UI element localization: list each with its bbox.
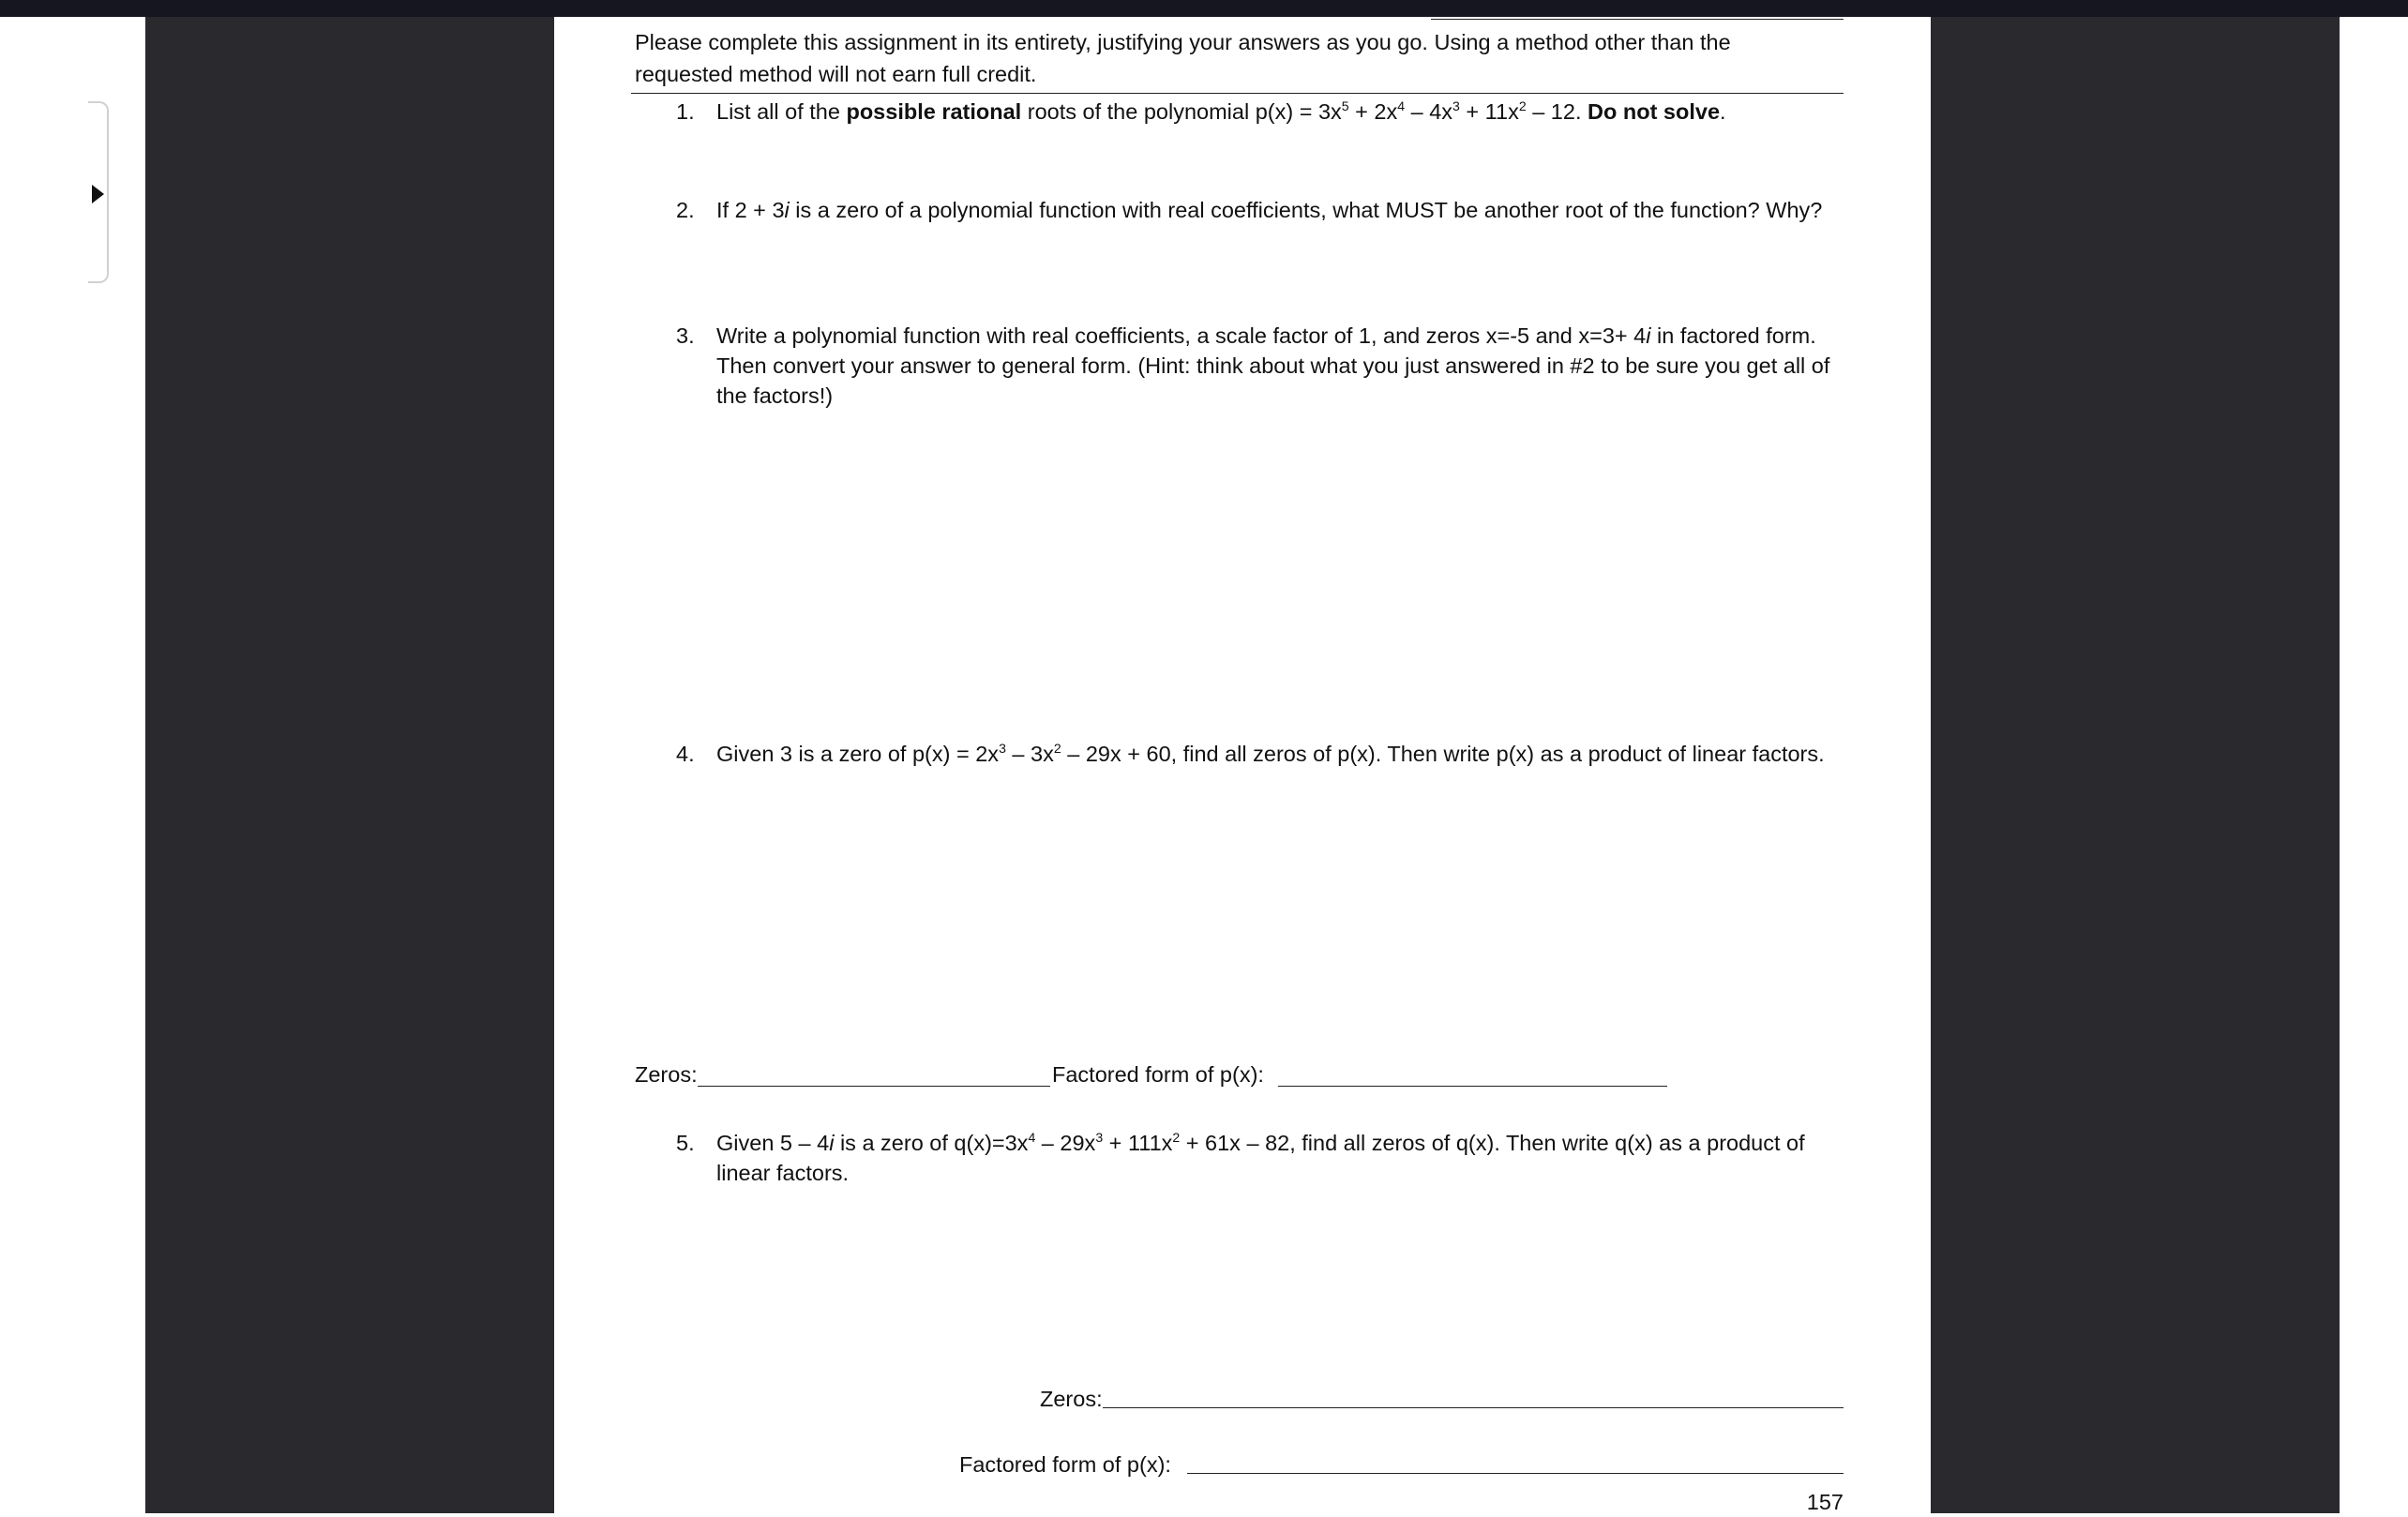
q4-factored-label: Factored form of p(x): — [1052, 1062, 1264, 1087]
header-rule — [1431, 19, 1844, 20]
question-1-text: List all of the possible rational roots of the polynomial $p(x) = 3x^5 + 2x^4 - 4x^3 + 11x^2 - 12$. Do not solve. — [716, 98, 1726, 124]
document-page — [554, 17, 1931, 1513]
instructions-rule — [631, 93, 1844, 94]
top-toolbar — [0, 0, 2408, 17]
question-4-number: 4. — [676, 742, 695, 766]
question-1-number: 1. — [676, 99, 695, 124]
question-3-text: Write a polynomial function with real coefficients, a scale factor of 1, and zeros x=-5 and x=3+ 4i in factored form. Then convert your answer to general form. (Hint: think about what you just answered in #2 to be sure you get all of the factors!) — [716, 323, 1830, 408]
q4-zeros-label: Zeros: — [635, 1062, 698, 1087]
question-3-number: 3. — [676, 323, 695, 348]
q5-zeros-label: Zeros: — [1040, 1387, 1103, 1411]
q5-factored-label: Factored form of p(x): — [959, 1452, 1171, 1477]
sidebar-toggle[interactable] — [88, 101, 109, 283]
question-2-text: If 2 + 3i is a zero of a polynomial function with real coefficients, what MUST be another root of the function? Why? — [716, 198, 1823, 222]
instructions: Please complete this assignment in its entirety, justifying your answers as you go. Using a method other than the requested method will not earn full credit. — [635, 30, 1731, 86]
question-2-number: 2. — [676, 198, 695, 222]
page-number: 157 — [1806, 1490, 1844, 1514]
question-4-text: Given 3 is a zero of $p(x) = 2x^3 - 3x^2 - 29x + 60$, find all zeros of p(x). Then write p(x) as a product of linear factors. — [716, 741, 1825, 766]
q4-zeros-answer-line[interactable] — [698, 1086, 1050, 1087]
question-5-text: Given 5 – 4i is a zero of $q(x)=3x^4 - 29x^3 + 111x^2 + 61x - 82$, find all zeros of q(x). Then write q(x) as a product of linear factors. — [716, 1130, 1805, 1185]
caret-right-icon — [92, 185, 104, 203]
q5-zeros-answer-line[interactable] — [1103, 1407, 1844, 1408]
question-5-number: 5. — [676, 1131, 695, 1155]
q5-factored-answer-line[interactable] — [1187, 1473, 1844, 1474]
q4-factored-answer-line[interactable] — [1278, 1086, 1667, 1087]
